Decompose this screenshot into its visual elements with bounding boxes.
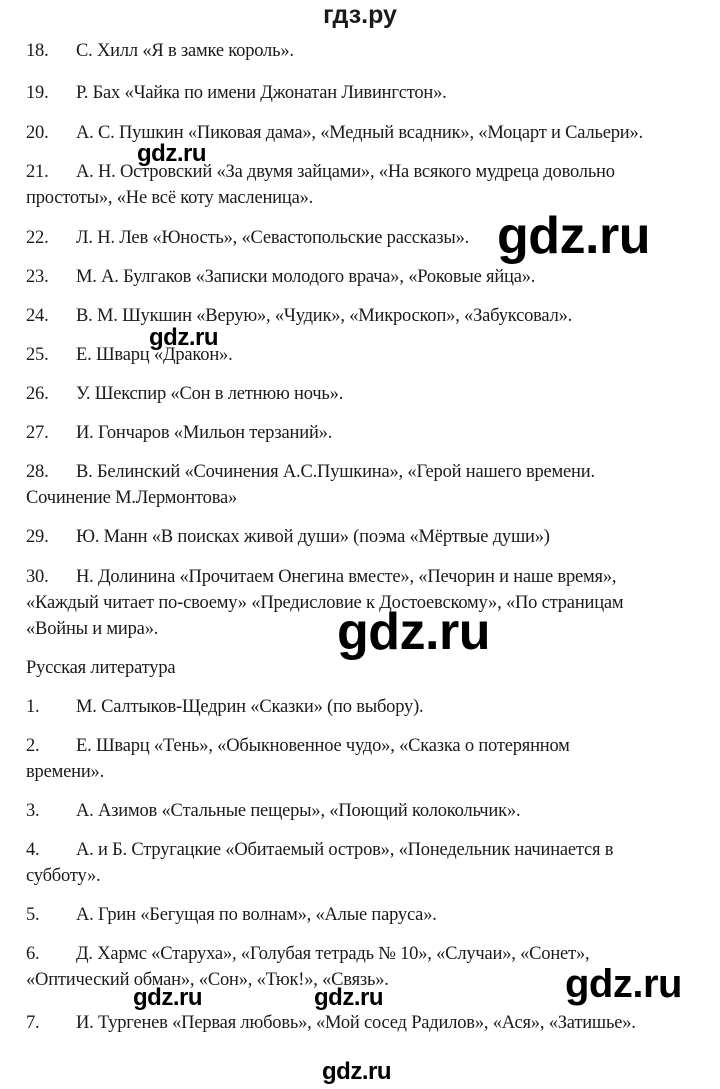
- list-item: [26, 40, 294, 62]
- site-header: гдз.ру: [323, 1, 397, 29]
- list-item: [26, 526, 550, 548]
- list-item: [26, 227, 469, 249]
- item-number: 23.: [26, 267, 49, 287]
- item-text: А. Н. Островский «За двумя зайцами», «На всякого мудреца довольно: [76, 162, 615, 182]
- list-item: [26, 461, 595, 483]
- item-number: 21.: [26, 162, 49, 182]
- item-text: И. Гончаров «Мильон терзаний».: [76, 423, 333, 443]
- list-item: [26, 82, 447, 104]
- item-number: 5.: [26, 905, 40, 925]
- item-number: 2.: [26, 736, 40, 756]
- list-item: [26, 839, 613, 861]
- watermark: gdz.ru: [337, 603, 490, 661]
- item-number: 26.: [26, 384, 49, 404]
- item-number: 6.: [26, 944, 40, 964]
- item-number: 18.: [26, 41, 49, 61]
- watermark: gdz.ru: [137, 140, 206, 167]
- watermark: gdz.ru: [565, 962, 682, 1006]
- item-text: А. Азимов «Стальные пещеры», «Поющий колокольчик».: [76, 801, 521, 821]
- watermark: gdz.ru: [133, 984, 202, 1011]
- watermark: gdz.ru: [497, 207, 650, 265]
- list-item-continuation: простоты», «Не всё коту масленица».: [26, 188, 314, 208]
- section-title: Русская литература: [26, 658, 176, 678]
- item-text: Е. Шварц «Дракон».: [76, 345, 233, 365]
- list-item: [26, 1012, 636, 1034]
- list-item: [26, 122, 643, 144]
- list-item: [26, 943, 589, 965]
- item-text: А. и Б. Стругацкие «Обитаемый остров», «Понедельник начинается в: [76, 840, 614, 860]
- watermark: gdz.ru: [314, 984, 383, 1011]
- item-number: 22.: [26, 228, 49, 248]
- item-number: 29.: [26, 527, 49, 547]
- item-text: Е. Шварц «Тень», «Обыкновенное чудо», «Сказка о потерянном: [76, 736, 570, 756]
- item-text: У. Шекспир «Сон в летнюю ночь».: [76, 384, 344, 404]
- list-item-continuation: субботу».: [26, 866, 101, 886]
- item-number: 4.: [26, 840, 40, 860]
- item-text: С. Хилл «Я в замке король».: [76, 41, 294, 61]
- list-item: [26, 696, 423, 718]
- item-number: 27.: [26, 423, 49, 443]
- item-text: Д. Хармс «Старуха», «Голубая тетрадь № 10», «Случаи», «Сонет»,: [76, 944, 590, 964]
- item-number: 1.: [26, 697, 40, 717]
- item-text: В. Белинский «Сочинения А.С.Пушкина», «Герой нашего времени.: [76, 462, 595, 482]
- item-text: В. М. Шукшин «Верую», «Чудик», «Микроскоп», «Забуксовал».: [76, 306, 573, 326]
- item-text: А. С. Пушкин «Пиковая дама», «Медный всадник», «Моцарт и Сальери».: [76, 123, 643, 143]
- item-number: 30.: [26, 567, 49, 587]
- watermark: gdz.ru: [322, 1058, 391, 1085]
- list-item-continuation: Сочинение М.Лермонтова»: [26, 488, 238, 508]
- item-text: Л. Н. Лев «Юность», «Севастопольские рассказы».: [76, 228, 470, 248]
- list-item-continuation: времени».: [26, 762, 104, 782]
- item-number: 20.: [26, 123, 49, 143]
- item-number: 7.: [26, 1013, 40, 1033]
- item-text: Ю. Манн «В поисках живой души» (поэма «Мёртвые души»): [76, 527, 550, 547]
- list-item: [26, 422, 332, 444]
- item-number: 28.: [26, 462, 49, 482]
- item-text: Р. Бах «Чайка по имени Джонатан Ливингстон».: [76, 83, 447, 103]
- watermark: gdz.ru: [149, 324, 218, 351]
- item-number: 25.: [26, 345, 49, 365]
- list-item-continuation: «Оптический обман», «Сон», «Тюк!», «Связь».: [26, 970, 389, 990]
- item-text: И. Тургенев «Первая любовь», «Мой сосед Радилов», «Ася», «Затишье».: [76, 1013, 636, 1033]
- item-number: 24.: [26, 306, 49, 326]
- list-item: [26, 305, 572, 327]
- item-text: М. Салтыков-Щедрин «Сказки» (по выбору).: [76, 697, 424, 717]
- list-item: [26, 904, 437, 926]
- list-item: [26, 800, 520, 822]
- list-item-continuation: «Каждый читает по-своему» «Предисловие к Достоевскому», «По страницам: [26, 593, 624, 613]
- list-item: [26, 566, 616, 588]
- list-item: [26, 161, 615, 183]
- item-text: М. А. Булгаков «Записки молодого врача», «Роковые яйца».: [76, 267, 536, 287]
- list-item: [26, 266, 535, 288]
- item-number: 3.: [26, 801, 40, 821]
- list-item: [26, 735, 570, 757]
- item-text: А. Грин «Бегущая по волнам», «Алые паруса».: [76, 905, 437, 925]
- list-item-continuation: «Войны и мира».: [26, 619, 159, 639]
- item-number: 19.: [26, 83, 49, 103]
- item-text: Н. Долинина «Прочитаем Онегина вместе», «Печорин и наше время»,: [76, 567, 617, 587]
- list-item: [26, 383, 343, 405]
